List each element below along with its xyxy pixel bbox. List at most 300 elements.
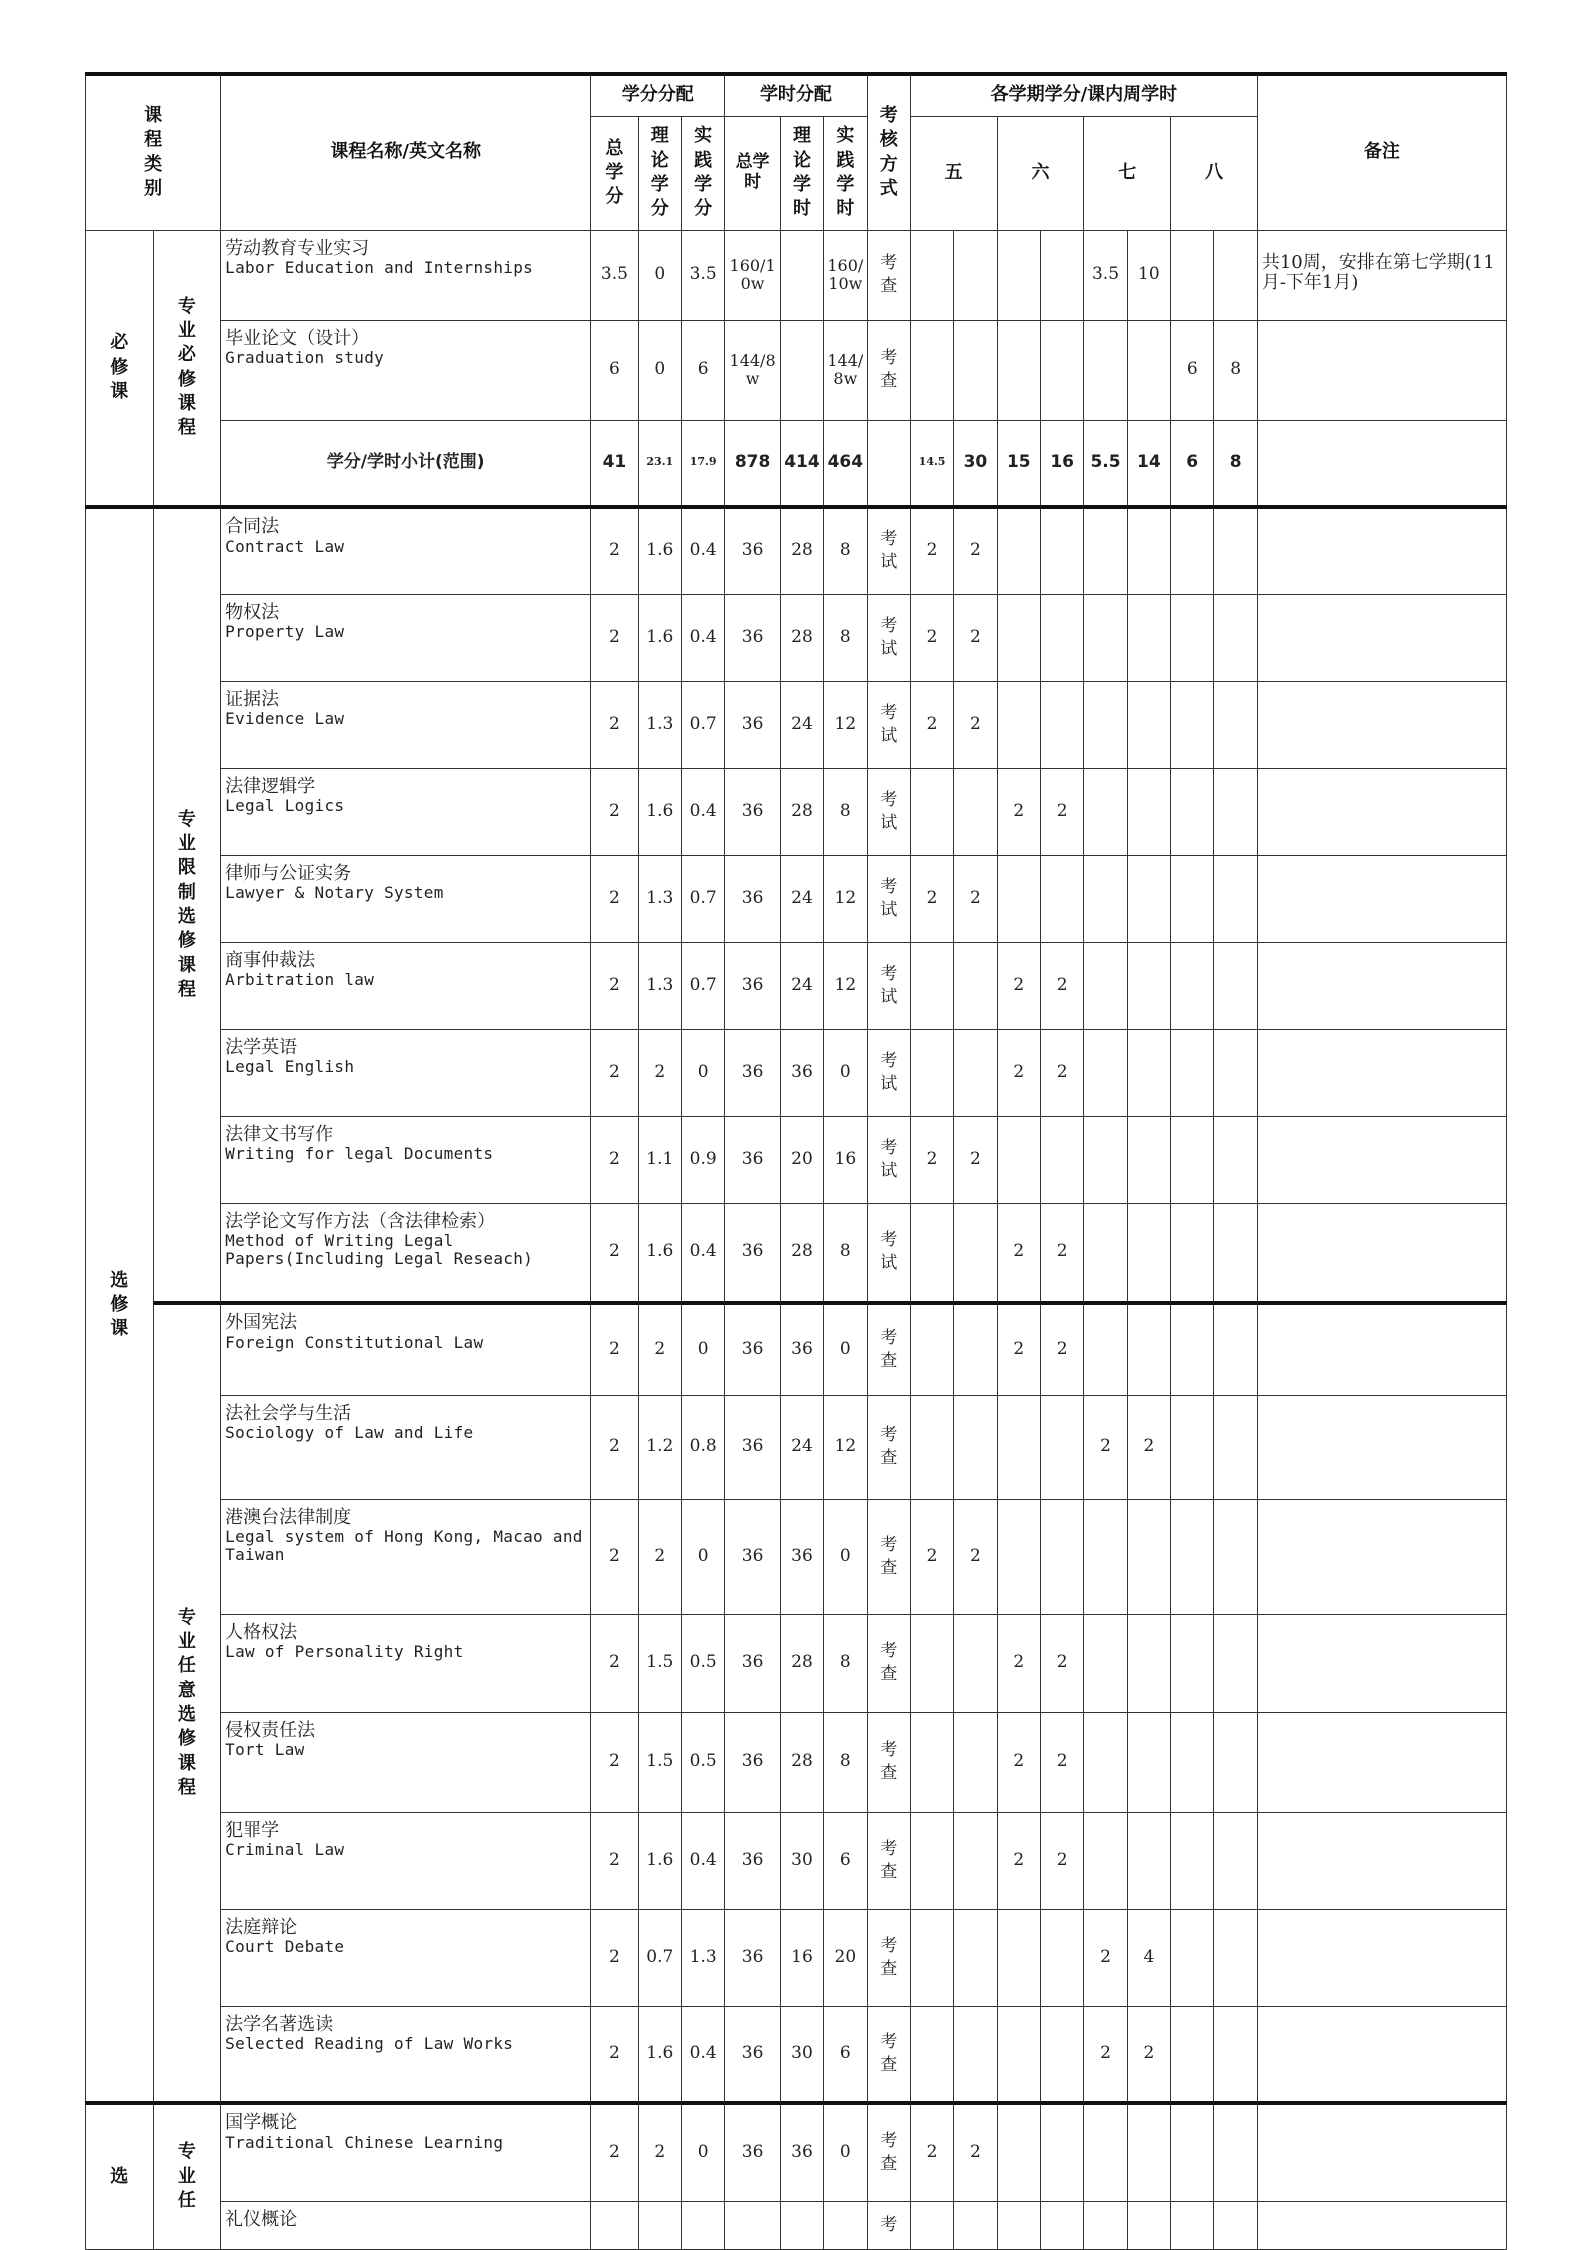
header-credit-group: 学分分配 bbox=[591, 74, 725, 116]
course-row bbox=[86, 1712, 1507, 1812]
hour-ht-cell: 36 bbox=[725, 594, 780, 681]
assessment-cell: 考试 bbox=[867, 855, 910, 942]
hour-ht-cell: 160/10w bbox=[725, 230, 780, 320]
assessment-cell: 考查 bbox=[867, 2006, 910, 2103]
credit-cp-cell: 0.7 bbox=[681, 942, 724, 1029]
semester-value-cell bbox=[997, 1499, 1040, 1614]
credit-ct-cell: 2 bbox=[591, 855, 638, 942]
semester-value-cell bbox=[1127, 2103, 1170, 2201]
semester-value-cell: 2 bbox=[1040, 942, 1083, 1029]
credit-cp-cell: 0.9 bbox=[681, 1116, 724, 1203]
header-category: 课程类别 bbox=[86, 74, 221, 230]
credit-ct-cell: 2 bbox=[591, 594, 638, 681]
semester-value-cell bbox=[1084, 320, 1127, 420]
remark-cell bbox=[1257, 1712, 1506, 1812]
semester-value-cell bbox=[1040, 230, 1083, 320]
category-elective-2: 选 bbox=[86, 2103, 154, 2249]
hour-hth-cell bbox=[780, 2201, 823, 2249]
semester-value-cell bbox=[1214, 507, 1257, 594]
semester-value-cell bbox=[1040, 320, 1083, 420]
assessment-cell: 考试 bbox=[867, 1116, 910, 1203]
course-row bbox=[86, 230, 1507, 320]
course-name-cell bbox=[221, 1712, 591, 1812]
semester-value-cell bbox=[1084, 594, 1127, 681]
header-hour-practice: 实践学时 bbox=[824, 116, 867, 230]
course-name-zh: 物权法 bbox=[225, 601, 280, 623]
hour-hp-cell: 12 bbox=[824, 855, 867, 942]
hour-ht-cell: 36 bbox=[725, 1712, 780, 1812]
semester-value-cell bbox=[1171, 855, 1214, 942]
semester-value-cell bbox=[1171, 1712, 1214, 1812]
credit-ct-cell: 2 bbox=[591, 1712, 638, 1812]
credit-cth-cell: 1.5 bbox=[638, 1712, 681, 1812]
credit-cth-cell: 1.6 bbox=[638, 594, 681, 681]
course-name-cell bbox=[221, 1395, 591, 1499]
course-row bbox=[86, 1812, 1507, 1909]
credit-cth-cell bbox=[638, 2201, 681, 2249]
hour-hp-cell: 12 bbox=[824, 1395, 867, 1499]
course-name-en: Sociology of Law and Life bbox=[225, 1423, 474, 1443]
semester-value-cell bbox=[954, 1203, 997, 1303]
semester-value-cell: 10 bbox=[1127, 230, 1170, 320]
hour-ht-cell: 36 bbox=[725, 681, 780, 768]
semester-value-cell: 2 bbox=[954, 681, 997, 768]
hour-hth-cell: 24 bbox=[780, 681, 823, 768]
semester-value-cell bbox=[1127, 681, 1170, 768]
hour-hth-cell: 28 bbox=[780, 1712, 823, 1812]
course-name-zh: 劳动教育专业实习 bbox=[225, 237, 370, 259]
semester-value-cell bbox=[1171, 230, 1214, 320]
semester-value-cell: 2 bbox=[910, 855, 953, 942]
course-name-zh: 合同法 bbox=[225, 516, 280, 537]
hour-hth-cell: 28 bbox=[780, 507, 823, 594]
semester-value-cell bbox=[1214, 1395, 1257, 1499]
hour-ht-cell bbox=[725, 2201, 780, 2249]
credit-ct-cell: 2 bbox=[591, 1203, 638, 1303]
hour-hth-cell: 28 bbox=[780, 1203, 823, 1303]
semester-value-cell bbox=[1214, 1116, 1257, 1203]
credit-cp-cell: 0.4 bbox=[681, 1812, 724, 1909]
header-assessment: 考核方式 bbox=[867, 74, 910, 230]
course-name-cell bbox=[221, 1303, 591, 1395]
hour-hth-cell: 16 bbox=[780, 1909, 823, 2006]
subtotal-semester-cell: 30 bbox=[954, 420, 997, 507]
header-sem5: 五 bbox=[910, 116, 997, 230]
semester-value-cell: 4 bbox=[1127, 1909, 1170, 2006]
semester-value-cell: 8 bbox=[1214, 320, 1257, 420]
assessment-cell: 考查 bbox=[867, 1812, 910, 1909]
semester-value-cell bbox=[1171, 1116, 1214, 1203]
semester-value-cell: 2 bbox=[910, 1116, 953, 1203]
semester-value-cell bbox=[1084, 768, 1127, 855]
semester-value-cell bbox=[910, 230, 953, 320]
semester-value-cell bbox=[954, 2006, 997, 2103]
semester-value-cell: 2 bbox=[1084, 1395, 1127, 1499]
remark-cell bbox=[1257, 1395, 1506, 1499]
course-name-en: Method of Writing Legal Papers(Including Legal Reseach) bbox=[225, 1231, 534, 1268]
hour-ht-cell: 36 bbox=[725, 1029, 780, 1116]
credit-cth-cell: 1.3 bbox=[638, 681, 681, 768]
course-name-en: Labor Education and Internships bbox=[225, 258, 534, 278]
remark-cell bbox=[1257, 1909, 1506, 2006]
semester-value-cell bbox=[1214, 1712, 1257, 1812]
course-name-en: Evidence Law bbox=[225, 709, 345, 729]
course-name-cell bbox=[221, 1116, 591, 1203]
category-compulsory: 必修课 bbox=[86, 230, 154, 507]
semester-value-cell bbox=[1214, 230, 1257, 320]
course-name-en: Arbitration law bbox=[225, 970, 375, 990]
semester-value-cell: 2 bbox=[1084, 2006, 1127, 2103]
hour-hp-cell: 20 bbox=[824, 1909, 867, 2006]
course-name-zh: 外国宪法 bbox=[225, 1312, 298, 1333]
credit-ct-cell: 2 bbox=[591, 1029, 638, 1116]
remark-cell bbox=[1257, 320, 1506, 420]
semester-value-cell: 2 bbox=[954, 855, 997, 942]
subtotal-semester-cell: 16 bbox=[1040, 420, 1083, 507]
semester-value-cell bbox=[1084, 1303, 1127, 1395]
hour-hth-cell bbox=[780, 320, 823, 420]
course-name-en: Lawyer & Notary System bbox=[225, 883, 444, 903]
credit-cp-cell: 6 bbox=[681, 320, 724, 420]
semester-value-cell bbox=[1171, 594, 1214, 681]
semester-value-cell bbox=[954, 1812, 997, 1909]
subtotal-hp-cell: 464 bbox=[824, 420, 867, 507]
semester-value-cell bbox=[1127, 320, 1170, 420]
hour-hth-cell: 30 bbox=[780, 1812, 823, 1909]
course-name-cell bbox=[221, 1203, 591, 1303]
semester-value-cell bbox=[1084, 1812, 1127, 1909]
credit-cp-cell: 0.4 bbox=[681, 1203, 724, 1303]
course-name-cell bbox=[221, 1812, 591, 1909]
semester-value-cell bbox=[1171, 768, 1214, 855]
hour-ht-cell: 36 bbox=[725, 768, 780, 855]
semester-value-cell: 2 bbox=[910, 681, 953, 768]
course-row bbox=[86, 1909, 1507, 2006]
hour-hth-cell bbox=[780, 230, 823, 320]
semester-value-cell: 2 bbox=[1040, 1203, 1083, 1303]
hour-ht-cell: 36 bbox=[725, 2103, 780, 2201]
credit-cp-cell: 0.7 bbox=[681, 681, 724, 768]
semester-value-cell bbox=[954, 1395, 997, 1499]
hour-ht-cell: 36 bbox=[725, 1499, 780, 1614]
hour-hp-cell: 8 bbox=[824, 1712, 867, 1812]
assessment-cell: 考试 bbox=[867, 1029, 910, 1116]
course-row bbox=[86, 1203, 1507, 1303]
course-name-cell bbox=[221, 855, 591, 942]
semester-value-cell bbox=[1127, 1203, 1170, 1303]
course-name-zh: 犯罪学 bbox=[225, 1819, 280, 1841]
course-row bbox=[86, 1303, 1507, 1395]
credit-cth-cell: 2 bbox=[638, 1029, 681, 1116]
course-row bbox=[86, 320, 1507, 420]
semester-value-cell bbox=[1171, 2006, 1214, 2103]
assessment-cell: 考查 bbox=[867, 2103, 910, 2201]
semester-value-cell bbox=[997, 320, 1040, 420]
semester-value-cell: 6 bbox=[1171, 320, 1214, 420]
remark-cell bbox=[1257, 1116, 1506, 1203]
header-credit-practice: 实践学分 bbox=[681, 116, 724, 230]
subtotal-semester-cell: 6 bbox=[1171, 420, 1214, 507]
credit-cp-cell: 0.5 bbox=[681, 1614, 724, 1712]
remark-cell bbox=[1257, 768, 1506, 855]
course-row bbox=[86, 2103, 1507, 2201]
header-hour-group: 学时分配 bbox=[725, 74, 867, 116]
course-name-cell bbox=[221, 768, 591, 855]
semester-value-cell bbox=[997, 2201, 1040, 2249]
semester-value-cell bbox=[1127, 594, 1170, 681]
subtotal-hth-cell: 414 bbox=[780, 420, 823, 507]
remark-cell: 共10周，安排在第七学期(11月-下年1月) bbox=[1257, 230, 1506, 320]
semester-value-cell bbox=[1040, 1909, 1083, 2006]
credit-cp-cell: 0.8 bbox=[681, 1395, 724, 1499]
course-row bbox=[86, 507, 1507, 594]
subcategory-major-restricted: 专业限制选修课程 bbox=[153, 507, 221, 1303]
semester-value-cell: 2 bbox=[1040, 1029, 1083, 1116]
semester-value-cell bbox=[954, 1712, 997, 1812]
assessment-cell: 考查 bbox=[867, 1395, 910, 1499]
hour-ht-cell: 36 bbox=[725, 1116, 780, 1203]
assessment-cell: 考查 bbox=[867, 1614, 910, 1712]
semester-value-cell bbox=[954, 1029, 997, 1116]
assessment-cell: 考查 bbox=[867, 1712, 910, 1812]
header-sem8: 八 bbox=[1171, 116, 1258, 230]
semester-value-cell bbox=[910, 320, 953, 420]
hour-hp-cell bbox=[824, 2201, 867, 2249]
semester-value-cell bbox=[954, 1614, 997, 1712]
semester-value-cell bbox=[1214, 1029, 1257, 1116]
assessment-cell: 考查 bbox=[867, 230, 910, 320]
remark-cell bbox=[1257, 942, 1506, 1029]
semester-value-cell bbox=[1084, 507, 1127, 594]
credit-cth-cell: 0 bbox=[638, 230, 681, 320]
semester-value-cell bbox=[1214, 768, 1257, 855]
course-row bbox=[86, 1395, 1507, 1499]
credit-cp-cell: 3.5 bbox=[681, 230, 724, 320]
semester-value-cell bbox=[1040, 507, 1083, 594]
semester-value-cell bbox=[910, 1712, 953, 1812]
semester-value-cell bbox=[1127, 2201, 1170, 2249]
subcategory-major-optional: 专业任意选修课程 bbox=[153, 1303, 221, 2103]
subtotal-cth-cell: 23.1 bbox=[638, 420, 681, 507]
course-name-zh: 法社会学与生活 bbox=[225, 1402, 352, 1424]
semester-value-cell: 2 bbox=[954, 1499, 997, 1614]
hour-hth-cell: 36 bbox=[780, 1303, 823, 1395]
remark-cell bbox=[1257, 507, 1506, 594]
subtotal-row bbox=[86, 420, 1507, 507]
semester-value-cell bbox=[1171, 1203, 1214, 1303]
course-name-en: Contract Law bbox=[225, 536, 345, 556]
hour-hth-cell: 24 bbox=[780, 855, 823, 942]
semester-value-cell bbox=[910, 1303, 953, 1395]
course-name-en: Law of Personality Right bbox=[225, 1642, 464, 1662]
course-name-cell bbox=[221, 1909, 591, 2006]
semester-value-cell bbox=[1127, 1116, 1170, 1203]
course-name-zh: 法学论文写作方法（含法律检索） bbox=[225, 1210, 496, 1232]
semester-value-cell bbox=[1214, 2201, 1257, 2249]
credit-ct-cell: 2 bbox=[591, 1812, 638, 1909]
course-name-cell bbox=[221, 507, 591, 594]
semester-value-cell bbox=[1171, 1499, 1214, 1614]
hour-ht-cell: 36 bbox=[725, 1303, 780, 1395]
course-row bbox=[86, 681, 1507, 768]
semester-value-cell: 2 bbox=[997, 1812, 1040, 1909]
course-name-cell bbox=[221, 594, 591, 681]
header-sem7: 七 bbox=[1084, 116, 1171, 230]
semester-value-cell: 2 bbox=[1084, 1909, 1127, 2006]
remark-cell bbox=[1257, 855, 1506, 942]
remark-cell bbox=[1257, 2103, 1506, 2201]
credit-ct-cell: 3.5 bbox=[591, 230, 638, 320]
subtotal-remark-cell bbox=[1257, 420, 1506, 507]
semester-value-cell: 2 bbox=[1040, 768, 1083, 855]
semester-value-cell: 2 bbox=[1040, 1614, 1083, 1712]
semester-value-cell bbox=[1171, 2201, 1214, 2249]
semester-value-cell: 2 bbox=[954, 594, 997, 681]
semester-value-cell bbox=[997, 230, 1040, 320]
course-row bbox=[86, 1116, 1507, 1203]
course-row bbox=[86, 1614, 1507, 1712]
credit-cth-cell: 2 bbox=[638, 1499, 681, 1614]
assessment-cell: 考试 bbox=[867, 681, 910, 768]
hour-ht-cell: 36 bbox=[725, 1203, 780, 1303]
semester-value-cell: 2 bbox=[1127, 2006, 1170, 2103]
credit-ct-cell: 2 bbox=[591, 681, 638, 768]
semester-value-cell bbox=[1171, 1395, 1214, 1499]
semester-value-cell bbox=[954, 2201, 997, 2249]
course-name-cell bbox=[221, 942, 591, 1029]
course-name-zh: 国学概论 bbox=[225, 2112, 298, 2133]
semester-value-cell bbox=[954, 320, 997, 420]
hour-hp-cell: 6 bbox=[824, 1812, 867, 1909]
remark-cell bbox=[1257, 1499, 1506, 1614]
semester-value-cell: 2 bbox=[954, 1116, 997, 1203]
semester-value-cell: 2 bbox=[997, 1029, 1040, 1116]
remark-cell bbox=[1257, 2201, 1506, 2249]
course-name-cell bbox=[221, 681, 591, 768]
course-name-en: Graduation study bbox=[225, 348, 385, 368]
course-name-cell bbox=[221, 1614, 591, 1712]
remark-cell bbox=[1257, 1203, 1506, 1303]
semester-value-cell bbox=[997, 507, 1040, 594]
credit-ct-cell: 2 bbox=[591, 2103, 638, 2201]
credit-cth-cell: 0 bbox=[638, 320, 681, 420]
credit-cth-cell: 1.3 bbox=[638, 942, 681, 1029]
course-name-zh: 律师与公证实务 bbox=[225, 862, 352, 884]
credit-cp-cell: 0.5 bbox=[681, 1712, 724, 1812]
semester-value-cell bbox=[954, 1303, 997, 1395]
course-name-en: Writing for legal Documents bbox=[225, 1144, 494, 1164]
semester-value-cell bbox=[997, 594, 1040, 681]
semester-value-cell bbox=[1040, 2103, 1083, 2201]
hour-hp-cell: 0 bbox=[824, 1029, 867, 1116]
course-name-zh: 法律文书写作 bbox=[225, 1123, 334, 1145]
hour-hth-cell: 36 bbox=[780, 1029, 823, 1116]
hour-ht-cell: 36 bbox=[725, 1614, 780, 1712]
semester-value-cell: 2 bbox=[1040, 1812, 1083, 1909]
semester-value-cell: 2 bbox=[997, 942, 1040, 1029]
credit-cth-cell: 1.6 bbox=[638, 768, 681, 855]
remark-cell bbox=[1257, 1029, 1506, 1116]
semester-value-cell bbox=[1171, 1303, 1214, 1395]
assessment-cell: 考 bbox=[867, 2201, 910, 2249]
credit-ct-cell: 2 bbox=[591, 768, 638, 855]
course-name-en: Court Debate bbox=[225, 1937, 345, 1957]
semester-value-cell bbox=[1214, 855, 1257, 942]
credit-ct-cell: 2 bbox=[591, 1909, 638, 2006]
credit-ct-cell: 2 bbox=[591, 1395, 638, 1499]
course-name-cell bbox=[221, 1029, 591, 1116]
credit-cp-cell: 0 bbox=[681, 1303, 724, 1395]
semester-value-cell bbox=[1171, 1614, 1214, 1712]
subtotal-assessment-cell bbox=[867, 420, 910, 507]
semester-value-cell bbox=[910, 1614, 953, 1712]
hour-ht-cell: 144/8w bbox=[725, 320, 780, 420]
subtotal-ct-cell: 41 bbox=[591, 420, 638, 507]
remark-cell bbox=[1257, 1303, 1506, 1395]
hour-ht-cell: 36 bbox=[725, 507, 780, 594]
course-name-zh: 证据法 bbox=[225, 688, 280, 710]
course-name-zh: 侵权责任法 bbox=[225, 1719, 316, 1741]
course-name-en: Property Law bbox=[225, 622, 345, 642]
course-name-en: Criminal Law bbox=[225, 1840, 345, 1860]
credit-cth-cell: 2 bbox=[638, 1303, 681, 1395]
credit-cp-cell: 1.3 bbox=[681, 1909, 724, 2006]
hour-hp-cell: 6 bbox=[824, 2006, 867, 2103]
course-row bbox=[86, 2201, 1507, 2249]
hour-ht-cell: 36 bbox=[725, 1909, 780, 2006]
header-course-name: 课程名称/英文名称 bbox=[221, 74, 591, 230]
semester-value-cell bbox=[1040, 2006, 1083, 2103]
semester-value-cell bbox=[910, 2201, 953, 2249]
semester-value-cell: 2 bbox=[910, 1499, 953, 1614]
semester-value-cell bbox=[1040, 594, 1083, 681]
semester-value-cell bbox=[954, 230, 997, 320]
semester-value-cell bbox=[1084, 1116, 1127, 1203]
semester-value-cell bbox=[1171, 681, 1214, 768]
remark-cell bbox=[1257, 1812, 1506, 1909]
semester-value-cell bbox=[1084, 855, 1127, 942]
course-name-zh: 毕业论文（设计） bbox=[225, 327, 370, 349]
credit-cp-cell: 0.4 bbox=[681, 768, 724, 855]
assessment-cell: 考查 bbox=[867, 1303, 910, 1395]
semester-value-cell bbox=[1127, 1812, 1170, 1909]
credit-ct-cell: 2 bbox=[591, 1614, 638, 1712]
credit-cp-cell: 0.4 bbox=[681, 507, 724, 594]
course-row bbox=[86, 1499, 1507, 1614]
hour-hth-cell: 24 bbox=[780, 1395, 823, 1499]
semester-value-cell: 2 bbox=[997, 1614, 1040, 1712]
course-name-zh: 礼仪概论 bbox=[225, 2208, 298, 2230]
hour-hp-cell: 12 bbox=[824, 681, 867, 768]
course-row bbox=[86, 1029, 1507, 1116]
credit-cth-cell: 1.6 bbox=[638, 1203, 681, 1303]
hour-hth-cell: 36 bbox=[780, 2103, 823, 2201]
semester-value-cell bbox=[1084, 1203, 1127, 1303]
semester-value-cell bbox=[1214, 681, 1257, 768]
hour-hp-cell: 8 bbox=[824, 594, 867, 681]
semester-value-cell bbox=[1040, 1499, 1083, 1614]
subcategory-major-optional-2: 专业任 bbox=[153, 2103, 221, 2249]
semester-value-cell: 2 bbox=[910, 507, 953, 594]
credit-cth-cell: 1.6 bbox=[638, 1812, 681, 1909]
hour-hth-cell: 24 bbox=[780, 942, 823, 1029]
assessment-cell: 考试 bbox=[867, 507, 910, 594]
course-name-zh: 商事仲裁法 bbox=[225, 949, 316, 971]
hour-hth-cell: 28 bbox=[780, 768, 823, 855]
semester-value-cell bbox=[997, 1395, 1040, 1499]
course-row bbox=[86, 768, 1507, 855]
remark-cell bbox=[1257, 2006, 1506, 2103]
